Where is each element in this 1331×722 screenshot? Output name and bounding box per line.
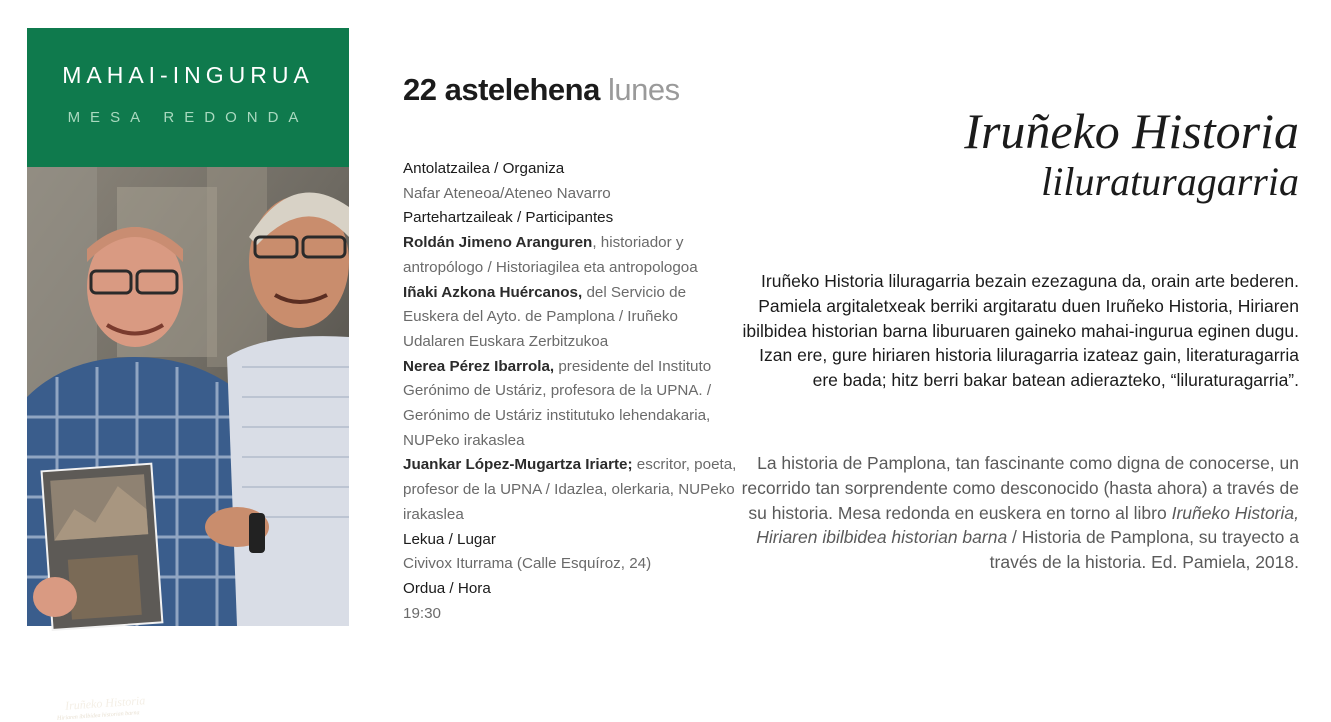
- participant-name: Roldán Jimeno Aranguren: [403, 234, 593, 252]
- banner: [27, 28, 349, 167]
- participant-description: escritor, poeta, profesor de la UPNA / Idazlea, olerkaria, NUPeko irakaslea: [403, 456, 737, 523]
- time-label: Ordua / Hora: [403, 579, 491, 597]
- place-label: Lekua / Lugar: [403, 530, 496, 548]
- book-cover-title: Iruñeko Historia: [64, 693, 146, 713]
- banner-title: MAHAI-INGURUA: [62, 62, 314, 88]
- participant-description: , historiador y antropólogo / Historiagilea eta antropologoa: [403, 234, 698, 276]
- description-spanish: [739, 451, 1299, 575]
- photo-illustration: [27, 167, 349, 626]
- speakers-photo: [27, 167, 349, 722]
- description-spanish-end: / Historia de Pamplona, su trayecto a través de la historia. Ed. Pamiela, 2018.: [989, 527, 1299, 573]
- book-title-italic: Iruñeko Historia, Hiriaren ibilbidea historian barna: [756, 502, 1299, 548]
- participant-name: Juankar López-Mugartza Iriarte;: [403, 456, 633, 474]
- description-basque: Iruñeko Historia liluragarria bezain ezezaguna da, orain arte bederen. Pamiela argitaletxeak berriki argitaratu duen Iruñeko Historia, Hiriaren ibilbidea historian barna liburuaren gaineko mahai-ingurua eginen dugu. Izan ere, gure hiriaren historia liluragarria izateaz gain, literaturagarria ere bada; hitz berri bakar batean adierazteko, “liluraturagarria”.: [742, 271, 1299, 391]
- participant-description: presidente del Instituto Gerónimo de Ustáriz, profesora de la UPNA. / Gerónimo de Ustáriz institutuko lehendakaria, NUPeko irakaslea: [403, 357, 712, 449]
- participant-item: [403, 453, 738, 527]
- participant-item: [403, 355, 738, 454]
- participant-item: [403, 281, 738, 355]
- date-basque: 22 astelehena: [403, 72, 600, 107]
- organizer-label: Antolatzailea / Organiza: [403, 160, 565, 177]
- participant-name: Nerea Pérez Ibarrola,: [403, 357, 555, 375]
- event-details: [403, 157, 738, 626]
- event-title: [964, 103, 1299, 205]
- book-cover-subtitle: Hiriaren ibilbidea historian barna: [56, 710, 140, 722]
- participant-description: del Servicio de Euskera del Ayto. de Pamplona / Iruñeko Udalaren Euskara Zerbitzukoa: [403, 283, 687, 350]
- event-date: [403, 72, 680, 108]
- banner-subtitle: MESA REDONDA: [67, 109, 309, 126]
- organizer-value: Nafar Ateneoa/Ateneo Navarro: [403, 184, 611, 202]
- title-line-2: liluraturagarria: [1041, 159, 1299, 204]
- participant-name: Iñaki Azkona Huércanos,: [403, 283, 583, 301]
- event-poster-image: [27, 28, 349, 722]
- participant-item: [403, 231, 738, 280]
- title-line-1: Iruñeko Historia: [964, 103, 1299, 159]
- description-spanish-start: La historia de Pamplona, tan fascinante como digna de conocerse, un recorrido tan sorprendente como desconocido (hasta ahora) a través de su historia. Mesa redonda en euskera en torno al libro: [741, 453, 1299, 523]
- place-value: Civivox Iturrama (Calle Esquíroz, 24): [403, 555, 652, 573]
- date-spanish: lunes: [607, 72, 680, 107]
- participants-label: Partehartzaileak / Participantes: [403, 209, 614, 227]
- time-value: 19:30: [403, 604, 442, 622]
